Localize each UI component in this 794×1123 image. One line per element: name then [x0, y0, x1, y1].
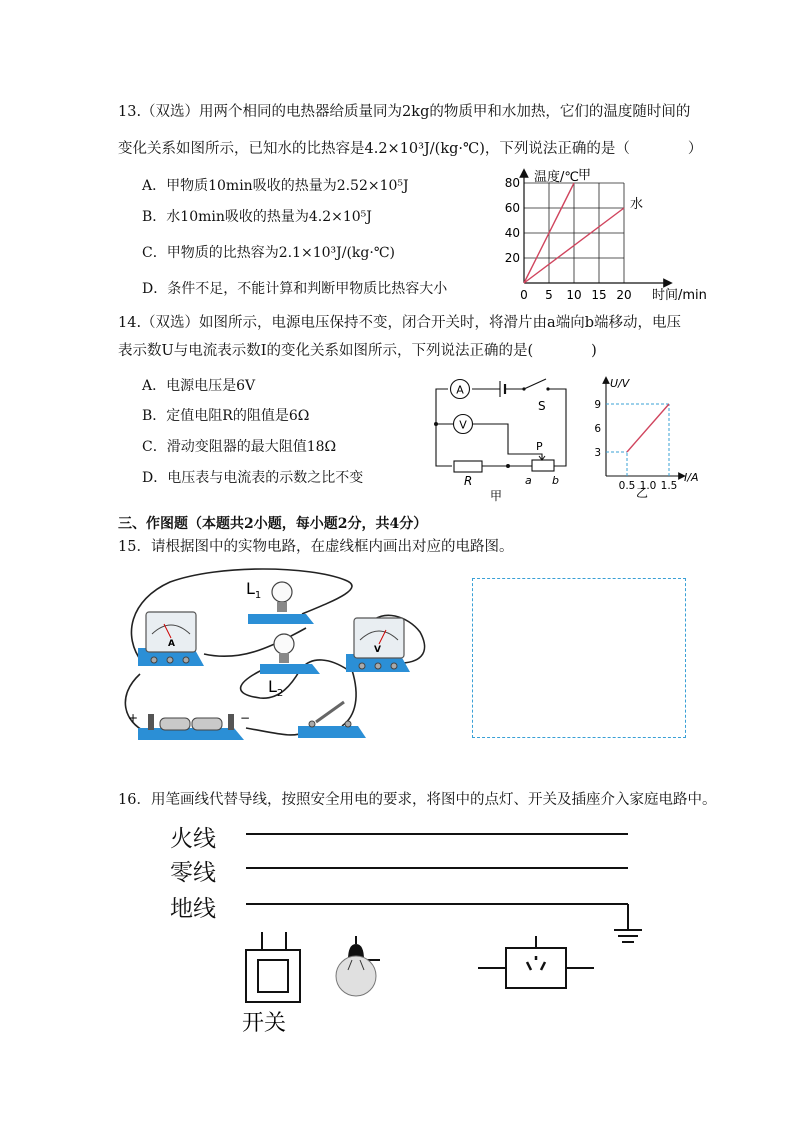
u-i-chart — [588, 372, 708, 500]
resistor-label: R — [464, 474, 473, 488]
temperature-time-chart — [500, 165, 710, 305]
lamp-l2-label: $L_2$ — [268, 677, 284, 699]
chart2-x-label: I/A — [684, 471, 699, 484]
switch-inner — [258, 960, 288, 992]
chart2-y-tick: 6 — [594, 423, 601, 435]
wire-battery-switch — [246, 728, 306, 735]
chart2-y-label: U/V — [610, 377, 630, 390]
q13-option-b: B．水10min吸收的热量为4.2×10⁵J — [142, 209, 372, 225]
section-3-heading: 三、作图题（本题共2小题，每小题2分，共4分） — [118, 516, 428, 532]
q14-line2: 表示数U与电流表示数I的变化关系如图所示，下列说法正确的是( ) — [118, 343, 597, 359]
chart1-x-tick: 15 — [591, 288, 607, 302]
lamp-l1-label: $L_1$ — [246, 579, 262, 601]
chart1-y-tick: 60 — [504, 201, 520, 215]
household-wiring — [230, 820, 660, 1040]
q13-line2: 变化关系如图所示，已知水的比热容是4.2×10³J/(kg·℃)，下列说法正确的是（ ） — [118, 141, 703, 157]
switch-base — [298, 726, 366, 738]
q14-option-d: D．电压表与电流表的示数之比不变 — [142, 470, 364, 486]
chart1-x-tick: 20 — [616, 288, 632, 302]
circuit-caption: 甲 — [490, 489, 503, 502]
ground-wire-label: 地线 — [170, 896, 216, 922]
q13-line1: 13.（双选）用两个相同的电热器给质量同为2kg的物质甲和水加热，它们的温度随时间的 — [118, 104, 691, 120]
chart1-grid — [524, 183, 624, 283]
voltmeter-label: V — [374, 645, 381, 655]
wire-voltmeter-switch — [342, 670, 356, 726]
svg-text:A: A — [456, 383, 464, 397]
lamp-l1-bulb — [272, 582, 292, 602]
q16-text: 16．用笔画线代替导线，按照安全用电的要求，将图中的点灯、开关及插座介入家庭电路中。 — [118, 792, 717, 808]
ammeter-label: A — [168, 639, 175, 649]
battery-minus-label: − — [240, 711, 251, 725]
chart2-series-line — [627, 404, 669, 452]
battery-cell-1 — [160, 718, 190, 730]
q13-option-a: A．甲物质10min吸收的热量为2.52×10⁵J — [142, 178, 409, 194]
slider-label: P — [536, 440, 543, 453]
svg-text:V: V — [459, 418, 467, 432]
voltmeter-wire — [472, 424, 542, 460]
circuit-left-wire — [436, 389, 452, 466]
lamp-l1-base — [248, 614, 314, 624]
q14-option-c: C．滑动变阻器的最大阻值18Ω — [142, 439, 337, 455]
chart2-y-tick: 3 — [594, 447, 601, 459]
neutral-wire-label: 零线 — [170, 860, 216, 886]
switch-label: 开关 — [242, 1011, 287, 1036]
chart1-y-tick: 80 — [504, 176, 520, 190]
chart1-series-label: 水 — [630, 197, 644, 212]
chart2-caption: 乙 — [636, 486, 649, 500]
chart1-x-label: 时间/min — [652, 288, 707, 303]
q13-option-c: C．甲物质的比热容为2.1×10³J/(kg·℃) — [142, 245, 395, 261]
circuit-diagram — [428, 374, 578, 502]
end-b-label: b — [552, 474, 559, 487]
chart1-series-label: 甲 — [578, 168, 592, 183]
chart1-x-tick: 10 — [566, 288, 582, 302]
chart2-y-tick: 9 — [594, 399, 601, 411]
switch-box — [246, 950, 300, 1002]
circuit-right-wire — [548, 389, 566, 466]
live-wire-label: 火线 — [170, 826, 216, 852]
chart1-x-tick: 5 — [545, 288, 553, 302]
chart1-y-label: 温度/℃ — [534, 170, 579, 185]
q15-text: 15．请根据图中的实物电路，在虚线框内画出对应的电路图。 — [118, 539, 514, 555]
socket-box — [506, 948, 566, 988]
chart1-y-tick: 20 — [504, 251, 520, 265]
lamp-l2-base — [260, 664, 320, 674]
battery-plus-label: + — [128, 711, 139, 725]
resistor-r — [454, 461, 482, 472]
lamp-l2-bulb — [274, 634, 294, 654]
lamp-bulb-icon — [336, 956, 376, 996]
chart1-x-tick: 0 — [520, 288, 528, 302]
switch-s — [524, 379, 546, 389]
battery-cell-2 — [192, 718, 222, 730]
switch-label: S — [538, 399, 546, 413]
answer-box[interactable] — [472, 578, 686, 738]
rheostat — [532, 460, 554, 471]
chart2-x-tick: 1.5 — [660, 480, 678, 492]
q14-option-b: B．定值电阻R的阻值是6Ω — [142, 408, 310, 424]
physical-circuit-illustration — [120, 566, 440, 750]
chart2-x-tick: 1.0 — [639, 480, 657, 492]
chart2-x-tick: 0.5 — [618, 480, 636, 492]
q13-option-d: D．条件不足，不能计算和判断甲物质比热容大小 — [142, 281, 448, 297]
q14-line1: 14.（双选）如图所示，电源电压保持不变，闭合开关时，将滑片由a端向b端移动，电压 — [118, 315, 681, 331]
end-a-label: a — [525, 474, 532, 487]
q14-option-a: A．电源电压是6V — [142, 378, 256, 394]
chart1-y-tick: 40 — [504, 226, 520, 240]
